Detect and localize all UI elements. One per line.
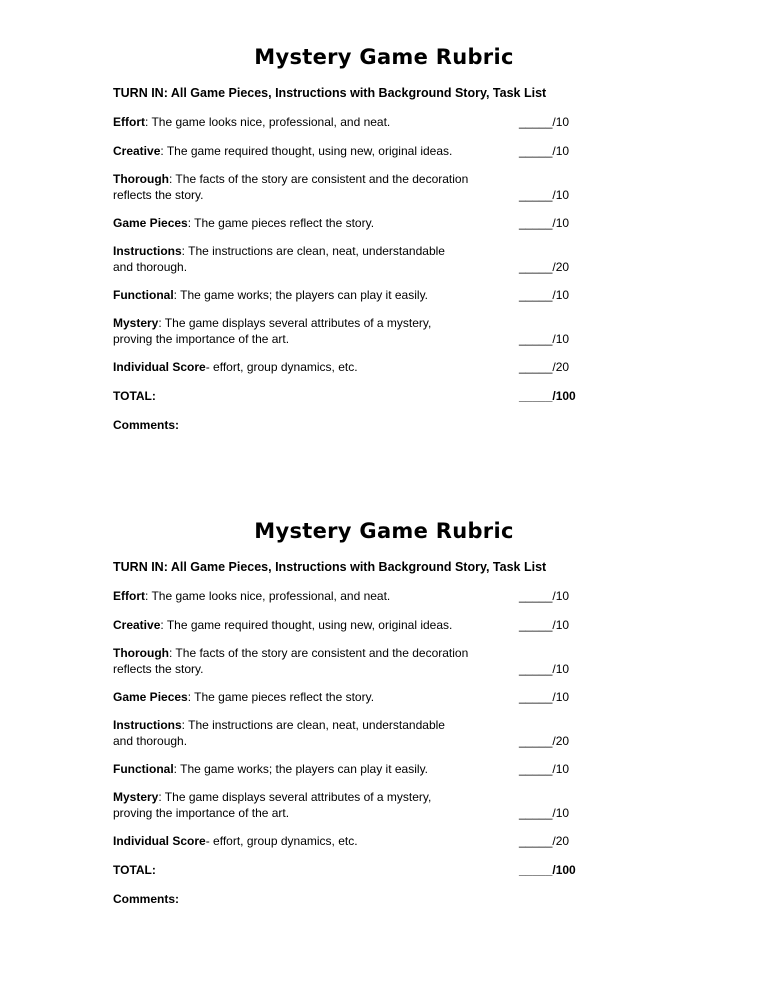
criterion-text-continued: proving the importance of the art. (113, 806, 290, 820)
criterion-label: Individual Score (113, 360, 206, 374)
criterion-label: Individual Score (113, 834, 206, 848)
score-blank: _____/10 (519, 662, 570, 676)
criterion-mystery (113, 789, 583, 821)
criterion-label: Thorough (113, 172, 169, 186)
score-blank: _____/20 (519, 734, 570, 748)
rubric-title: Mystery Game Rubric (254, 519, 514, 543)
score-blank: _____/10 (519, 188, 570, 202)
criterion-instructions (113, 717, 583, 749)
criterion-label: Game Pieces (113, 690, 188, 704)
criterion-text-continued: proving the importance of the art. (113, 332, 290, 346)
criterion-text: : The facts of the story are consistent and the decoration (168, 646, 469, 660)
criterion-text-continued: reflects the story. (113, 662, 204, 676)
turn-in-line: TURN IN: All Game Pieces, Instructions with Background Story, Task List (113, 560, 547, 574)
criterion-label: Mystery (113, 790, 159, 804)
score-blank: _____/10 (519, 618, 570, 632)
criterion-functional (113, 761, 583, 777)
score-blank: _____/20 (519, 360, 570, 374)
score-blank: _____/10 (519, 806, 570, 820)
score-blank: _____/10 (519, 115, 570, 129)
criterion-label: Creative (113, 144, 161, 158)
criterion-text: : The game displays several attributes of a mystery, (158, 790, 432, 804)
criterion-text-continued: reflects the story. (113, 188, 204, 202)
criterion-label: Instructions (113, 244, 182, 258)
score-blank: _____/10 (519, 690, 570, 704)
criterion-text: : The game looks nice, professional, and neat. (145, 589, 391, 603)
criterion-text: - effort, group dynamics, etc. (205, 834, 358, 848)
criterion-text: : The game required thought, using new, original ideas. (160, 618, 453, 632)
criterion-text: - effort, group dynamics, etc. (205, 360, 358, 374)
criterion-text-continued: and thorough. (113, 734, 188, 748)
total-score-blank: _____/100 (519, 863, 576, 877)
criterion-label: Game Pieces (113, 216, 188, 230)
criterion-creative (113, 617, 583, 633)
turn-in-line: TURN IN: All Game Pieces, Instructions with Background Story, Task List (113, 86, 547, 100)
total-row (113, 388, 583, 404)
score-blank: _____/10 (519, 762, 570, 776)
criterion-text: : The game works; the players can play it easily. (173, 762, 429, 776)
score-blank: _____/10 (519, 216, 570, 230)
criterion-label: Mystery (113, 316, 159, 330)
criterion-effort (113, 114, 583, 130)
criterion-text: : The instructions are clean, neat, understandable (181, 244, 445, 258)
criterion-text: : The game pieces reflect the story. (187, 216, 375, 230)
criterion-label: Functional (113, 762, 174, 776)
criterion-text: : The game displays several attributes of a mystery, (158, 316, 432, 330)
score-blank: _____/10 (519, 288, 570, 302)
total-label: TOTAL: (113, 863, 156, 877)
criterion-label: Effort (113, 589, 145, 603)
score-blank: _____/20 (519, 260, 570, 274)
criterion-text-continued: and thorough. (113, 260, 188, 274)
criterion-individual-score (113, 359, 583, 375)
criterion-effort (113, 588, 583, 604)
criterion-text: : The instructions are clean, neat, understandable (181, 718, 445, 732)
criterion-individual-score (113, 833, 583, 849)
criterion-thorough (113, 171, 583, 203)
total-row (113, 862, 583, 878)
score-blank: _____/10 (519, 144, 570, 158)
criterion-creative (113, 143, 583, 159)
comments-label: Comments: (113, 418, 180, 432)
criterion-text: : The game works; the players can play it easily. (173, 288, 429, 302)
criterion-functional (113, 287, 583, 303)
criterion-mystery (113, 315, 583, 347)
criterion-label: Effort (113, 115, 145, 129)
criterion-label: Creative (113, 618, 161, 632)
criterion-label: Instructions (113, 718, 182, 732)
criterion-text: : The facts of the story are consistent and the decoration (168, 172, 469, 186)
score-blank: _____/10 (519, 332, 570, 346)
criterion-label: Thorough (113, 646, 169, 660)
comments-label: Comments: (113, 892, 180, 906)
criterion-thorough (113, 645, 583, 677)
total-label: TOTAL: (113, 389, 156, 403)
rubric-title: Mystery Game Rubric (254, 45, 514, 69)
score-blank: _____/10 (519, 589, 570, 603)
criterion-text: : The game required thought, using new, original ideas. (160, 144, 453, 158)
criterion-game-pieces (113, 689, 583, 705)
criterion-instructions (113, 243, 583, 275)
total-score-blank: _____/100 (519, 389, 576, 403)
criterion-text: : The game pieces reflect the story. (187, 690, 375, 704)
criterion-label: Functional (113, 288, 174, 302)
criterion-game-pieces (113, 215, 583, 231)
score-blank: _____/20 (519, 834, 570, 848)
criterion-text: : The game looks nice, professional, and neat. (145, 115, 391, 129)
